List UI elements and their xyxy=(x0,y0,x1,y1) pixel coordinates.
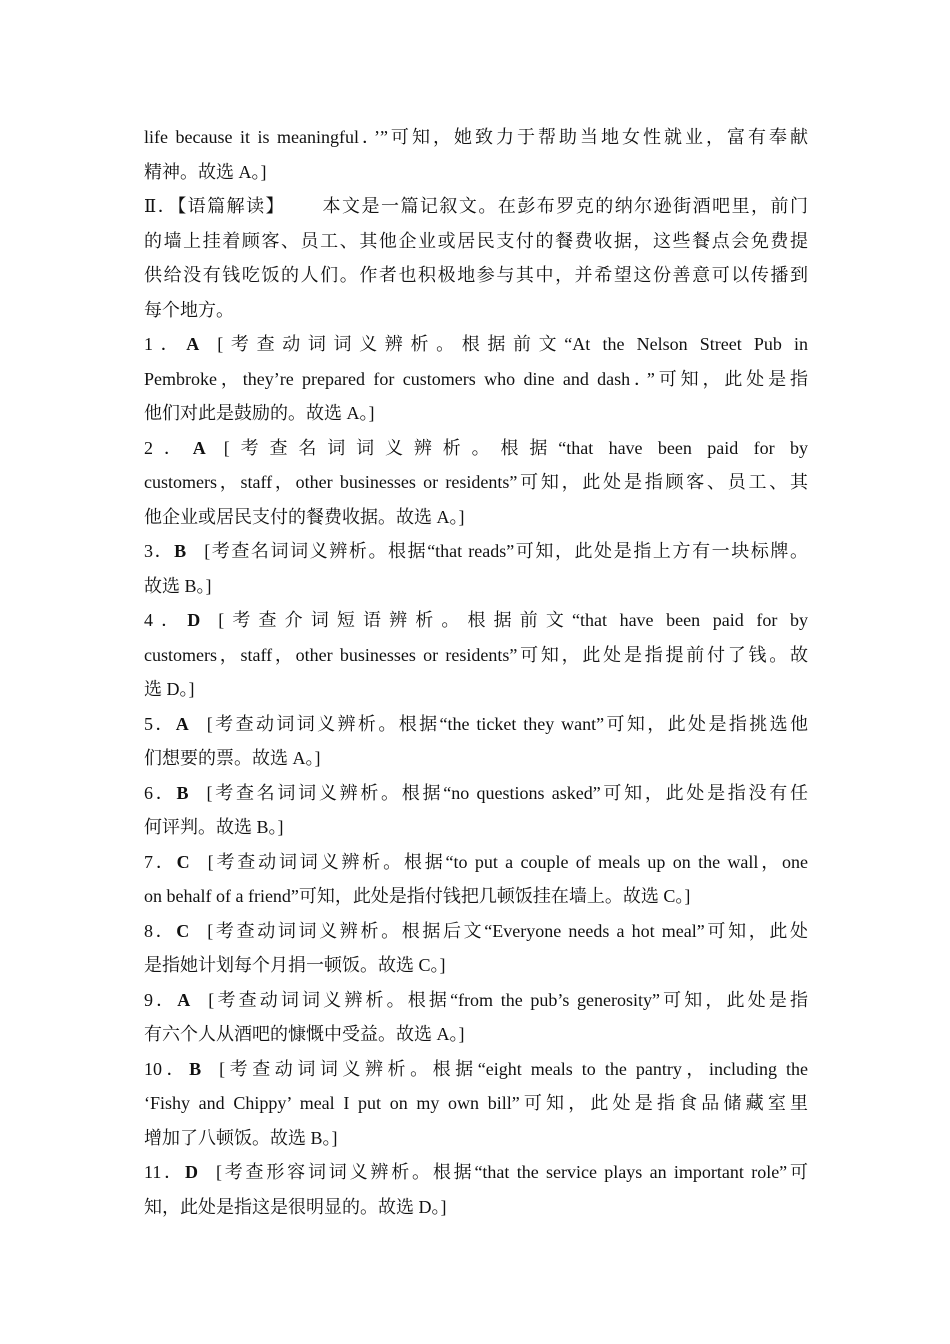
answer-key: B xyxy=(174,541,187,561)
text-line xyxy=(144,845,808,880)
explanation-text: [考查动词词义辨析。根据“to put a couple of meals up on the wall，one xyxy=(207,851,809,872)
text-line: 们想要的票。故选 A。] xyxy=(144,748,321,768)
text-line xyxy=(144,534,808,569)
answer-key: A xyxy=(186,334,200,354)
question-number: 3． xyxy=(144,541,175,561)
answer-item xyxy=(144,776,808,845)
text-line: 是指她计划每个月捐一顿饭。故选 C。] xyxy=(144,955,446,975)
answer-list xyxy=(144,327,808,1224)
text-line: on behalf of a friend”可知，此处是指付钱把几顿饭挂在墙上。故选 C。] xyxy=(144,886,691,906)
text-line xyxy=(144,776,808,811)
page-content xyxy=(144,120,808,1224)
summary-text: 本文是一篇记叙文。在彭布罗克的纳尔逊街酒吧里，前门 xyxy=(321,196,809,216)
answer-item xyxy=(144,327,808,431)
intro-paragraph xyxy=(144,120,808,189)
answer-key: C xyxy=(176,851,190,872)
text-line: ‘Fishy and Chippy’ meal I put on my own bill”可知，此处是指食品储藏室里 xyxy=(144,1093,808,1113)
answer-key: A xyxy=(175,713,189,734)
text-line: 增加了八顿饭。故选 B。] xyxy=(144,1127,338,1148)
answer-item xyxy=(144,431,808,535)
explanation-text: [考查动词词义辨析。根据“the ticket they want”可知，此处是指挑选他 xyxy=(206,713,809,734)
text-line xyxy=(144,1155,808,1190)
explanation-text: [考查名词词义辨析。根据“that have been paid for by xyxy=(223,437,808,458)
text-line: customers，staff，other businesses or residents”可知，此处是指顾客、员工、其 xyxy=(144,472,808,492)
answer-item xyxy=(144,1155,808,1224)
answer-item xyxy=(144,1052,808,1156)
answer-item xyxy=(144,914,808,983)
text-line: 的墙上挂着顾客、员工、其他企业或居民支付的餐费收据，这些餐点会免费提 xyxy=(144,230,808,251)
section-heading: Ⅱ．【语篇解读】 xyxy=(144,196,286,216)
text-line xyxy=(144,983,808,1018)
text-line: 他企业或居民支付的餐费收据。故选 A。] xyxy=(144,506,465,527)
answer-key: A xyxy=(192,437,206,458)
text-line xyxy=(144,1052,808,1087)
explanation-text: [考查名词词义辨析。根据“no questions asked”可知，此处是指没有任 xyxy=(206,782,808,803)
question-number: 2． xyxy=(144,437,193,458)
explanation-text: [考查动词词义辨析。根据“eight meals to the pantry，including the xyxy=(219,1058,809,1079)
answer-key: B xyxy=(189,1058,202,1079)
text-line: 知，此处是指这是很明显的。故选 D。] xyxy=(144,1196,447,1217)
answer-key: D xyxy=(184,1162,198,1182)
text-line: customers，staff，other businesses or residents”可知，此处是指提前付了钱。故 xyxy=(144,644,808,665)
text-line: 每个地方。 xyxy=(144,299,234,320)
answer-key: D xyxy=(187,610,201,630)
passage-summary xyxy=(144,189,808,327)
explanation-text: [考查介词短语辨析。根据前文“that have been paid for by xyxy=(218,610,808,630)
explanation-text: [考查名词词义辨析。根据“that reads”可知，此处是指上方有一块标牌。 xyxy=(204,541,808,561)
text-line: Pembroke，they’re prepared for customers who dine and dash．”可知，此处是指 xyxy=(144,368,808,389)
answer-item xyxy=(144,707,808,776)
explanation-text: [考查形容词词义辨析。根据“that the service plays an important role”可 xyxy=(215,1162,808,1182)
text-line: 他们对此是鼓励的。故选 A。] xyxy=(144,403,375,423)
text-line xyxy=(144,603,808,638)
question-number: 8． xyxy=(144,920,177,941)
question-number: 10． xyxy=(144,1058,190,1079)
answer-key: C xyxy=(176,920,190,941)
text-line: life because it is meaningful．’”可知，她致力于帮助当地女性就业，富有奉献 xyxy=(144,127,808,147)
question-number: 4． xyxy=(144,610,188,630)
answer-item xyxy=(144,603,808,707)
text-line: 精神。故选 A。] xyxy=(144,161,267,182)
explanation-text: [考查动词词义辨析。根据“from the pub’s generosity”可知，此处是指 xyxy=(208,989,808,1010)
question-number: 5． xyxy=(144,713,176,734)
explanation-text: [考查动词词义辨析。根据后文“Everyone needs a hot meal”可知，此处 xyxy=(207,920,808,941)
text-line: 故选 B。] xyxy=(144,575,212,596)
question-number: 6． xyxy=(144,782,177,803)
question-number: 9． xyxy=(144,989,178,1010)
answer-item xyxy=(144,845,808,914)
text-line xyxy=(144,431,808,466)
text-line: 有六个人从酒吧的慷慨中受益。故选 A。] xyxy=(144,1024,465,1044)
text-line: 选 D。] xyxy=(144,679,195,699)
question-number: 1． xyxy=(144,334,187,354)
text-line xyxy=(144,707,808,742)
answer-item xyxy=(144,534,808,603)
answer-key: A xyxy=(177,989,191,1010)
text-line: 供给没有钱吃饭的人们。作者也积极地参与其中，并希望这份善意可以传播到 xyxy=(144,265,808,285)
text-line: 何评判。故选 B。] xyxy=(144,817,284,837)
text-line xyxy=(144,189,808,224)
explanation-text: [考查动词词义辨析。根据前文“At the Nelson Street Pub in xyxy=(217,334,809,354)
text-line xyxy=(144,914,808,949)
question-number: 11． xyxy=(144,1162,185,1182)
answer-key: B xyxy=(176,782,189,803)
answer-item xyxy=(144,983,808,1052)
text-line xyxy=(144,327,808,362)
question-number: 7． xyxy=(144,851,177,872)
